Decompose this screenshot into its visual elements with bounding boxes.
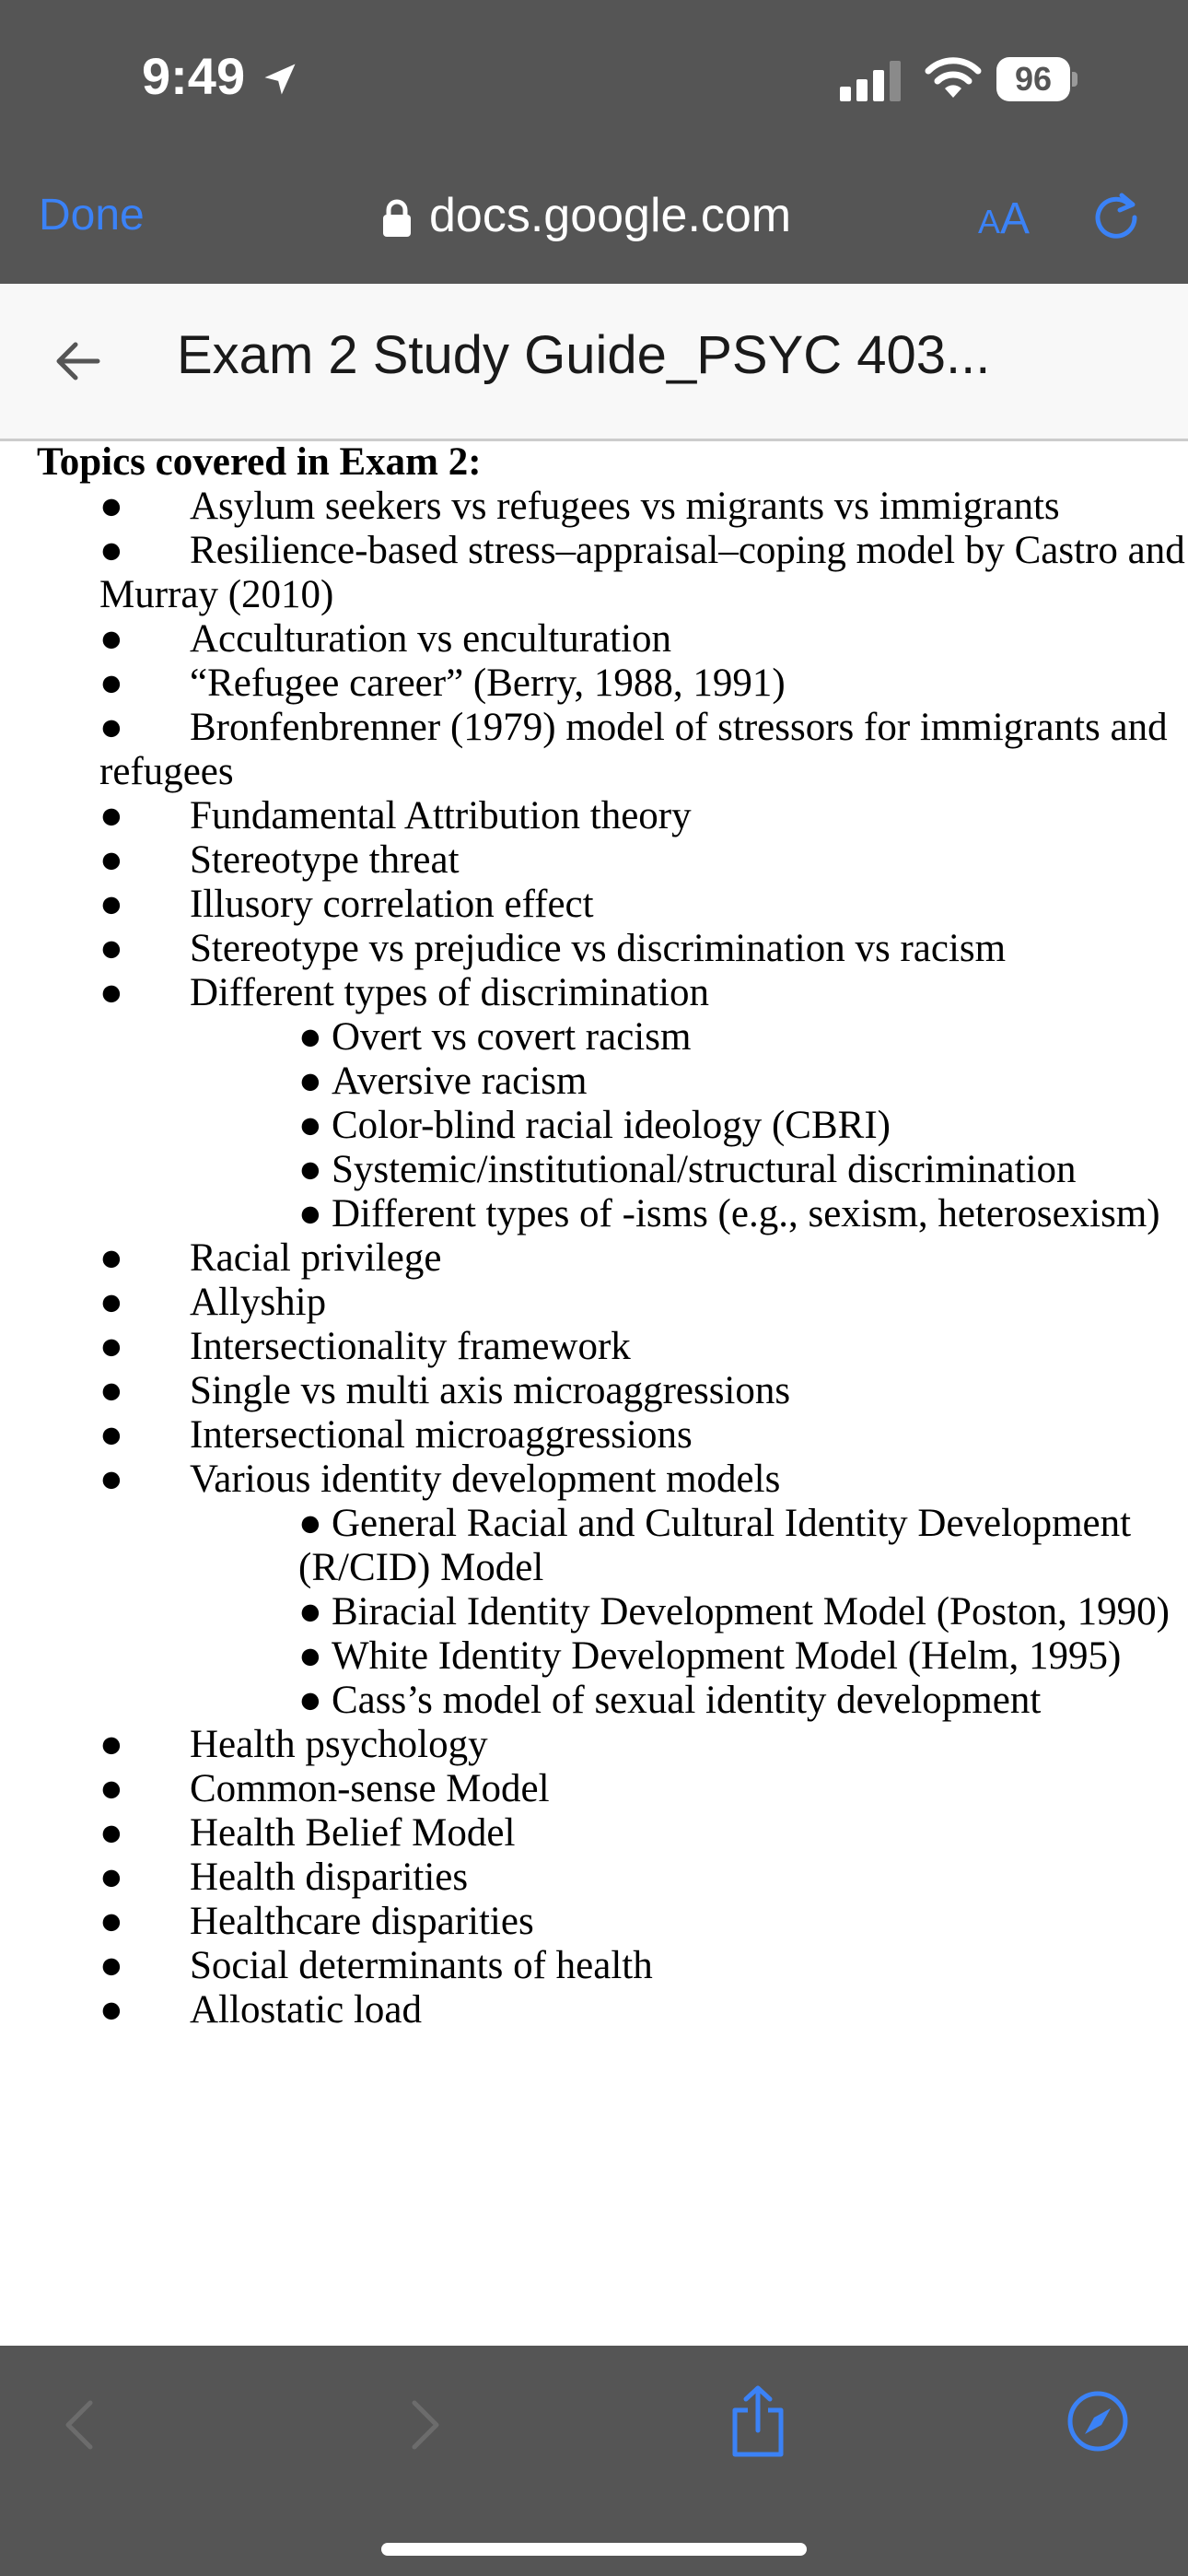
- topic-item: [0, 1458, 1188, 1502]
- bullet-icon: ●: [99, 706, 123, 749]
- topic-text: Single vs multi axis microaggressions: [190, 1369, 791, 1412]
- topic-item: [0, 1767, 1188, 1811]
- bullet-icon: ●: [99, 838, 123, 882]
- bullet-icon: ●: [298, 1148, 322, 1191]
- topic-text: Social determinants of health: [190, 1944, 653, 1987]
- topic-item: [0, 529, 1188, 617]
- topic-item: [0, 1281, 1188, 1325]
- top-chrome: [0, 0, 1188, 284]
- bullet-icon: ●: [99, 1767, 123, 1810]
- topic-item: [0, 1369, 1188, 1413]
- topic-item: [0, 1988, 1188, 2032]
- topic-text: Health disparities: [190, 1856, 469, 1899]
- topic-text: Bronfenbrenner (1979) model of stressors for immigrants and refugees: [99, 706, 1168, 793]
- topic-item: [0, 1944, 1188, 1988]
- subtopic-item: [0, 1104, 1188, 1148]
- topic-item: [0, 794, 1188, 838]
- chevron-right-icon[interactable]: [407, 2397, 444, 2453]
- topic-item: [0, 662, 1188, 706]
- text-size-button[interactable]: [978, 193, 1030, 244]
- topic-text: Overt vs covert racism: [331, 1015, 692, 1059]
- topic-text: White Identity Development Model (Helm, 1995): [331, 1634, 1122, 1678]
- bullet-icon: ●: [99, 794, 123, 837]
- text-size-large-label: A: [1000, 194, 1031, 243]
- bullet-icon: ●: [99, 1325, 123, 1368]
- topic-text: Acculturation vs enculturation: [190, 617, 672, 661]
- bullet-icon: ●: [99, 1281, 123, 1324]
- bullet-icon: ●: [298, 1015, 322, 1059]
- text-size-small-label: A: [978, 203, 1001, 240]
- topic-text: General Racial and Cultural Identity Development (R/CID) Model: [298, 1502, 1132, 1589]
- bullet-icon: ●: [298, 1634, 322, 1678]
- done-button[interactable]: Done: [39, 191, 145, 240]
- topic-text: Color-blind racial ideology (CBRI): [331, 1104, 891, 1147]
- topic-text: Common-sense Model: [190, 1767, 550, 1810]
- bullet-icon: ●: [99, 971, 123, 1014]
- topic-text: “Refugee career” (Berry, 1988, 1991): [190, 662, 786, 705]
- bullet-icon: ●: [298, 1192, 322, 1235]
- doc-header: [0, 284, 1188, 441]
- topic-text: Stereotype vs prejudice vs discrimination vs racism: [190, 927, 1007, 970]
- bullet-icon: ●: [99, 927, 123, 970]
- share-icon[interactable]: [728, 2384, 788, 2458]
- topic-text: Stereotype threat: [190, 838, 460, 882]
- topic-item: [0, 706, 1188, 794]
- bullet-icon: ●: [99, 1723, 123, 1766]
- bullet-icon: ●: [99, 1900, 123, 1943]
- url-label[interactable]: docs.google.com: [429, 189, 792, 242]
- bullet-icon: ●: [99, 529, 123, 572]
- topic-item: [0, 1325, 1188, 1369]
- topic-text: Allyship: [190, 1281, 327, 1324]
- signal-icon: [840, 61, 903, 101]
- topic-text: Different types of discrimination: [190, 971, 710, 1014]
- bullet-icon: ●: [298, 1679, 322, 1722]
- location-arrow-icon: [260, 59, 300, 100]
- subtopic-item: [0, 1060, 1188, 1104]
- topic-text: Healthcare disparities: [190, 1900, 534, 1943]
- battery-level: 96: [1014, 60, 1053, 98]
- topic-item: [0, 838, 1188, 883]
- wifi-icon: [925, 55, 982, 100]
- bullet-icon: ●: [298, 1502, 322, 1545]
- topic-item: [0, 1236, 1188, 1281]
- subtopic-item: [0, 1502, 1188, 1590]
- back-arrow-icon[interactable]: [52, 335, 103, 387]
- topic-item: [0, 971, 1188, 1015]
- chevron-left-icon[interactable]: [61, 2397, 98, 2453]
- topic-text: Intersectionality framework: [190, 1325, 631, 1368]
- topic-item: [0, 1900, 1188, 1944]
- bullet-icon: ●: [99, 485, 123, 528]
- bullet-icon: ●: [99, 1458, 123, 1501]
- bullet-icon: ●: [99, 1988, 123, 2032]
- topic-item: [0, 617, 1188, 662]
- topic-text: Racial privilege: [190, 1236, 442, 1280]
- bottom-toolbar: [0, 2346, 1188, 2576]
- bullet-icon: ●: [298, 1104, 322, 1147]
- topic-text: Various identity development models: [190, 1458, 781, 1501]
- topic-text: Asylum seekers vs refugees vs migrants vs immigrants: [190, 485, 1060, 528]
- bullet-icon: ●: [99, 1369, 123, 1412]
- topic-text: Health Belief Model: [190, 1811, 516, 1855]
- subtopic-item: [0, 1015, 1188, 1060]
- topic-item: [0, 485, 1188, 529]
- topic-text: Biracial Identity Development Model (Poston, 1990): [331, 1590, 1170, 1633]
- topic-list: [0, 485, 1188, 2032]
- bullet-icon: ●: [99, 1413, 123, 1457]
- bullet-icon: ●: [99, 1856, 123, 1899]
- battery-tip: [1072, 72, 1077, 87]
- topic-item: [0, 1413, 1188, 1458]
- bullet-icon: ●: [99, 1811, 123, 1855]
- subtopic-item: [0, 1192, 1188, 1236]
- bullet-icon: ●: [99, 1944, 123, 1987]
- subtopic-item: [0, 1148, 1188, 1192]
- topic-text: Different types of -isms (e.g., sexism, heterosexism): [331, 1192, 1160, 1235]
- reload-icon[interactable]: [1089, 188, 1144, 243]
- topic-item: [0, 883, 1188, 927]
- subtopic-item: [0, 1679, 1188, 1723]
- topic-text: Cass’s model of sexual identity development: [331, 1679, 1042, 1722]
- topic-item: [0, 927, 1188, 971]
- topic-text: Health psychology: [190, 1723, 488, 1766]
- topic-text: Allostatic load: [190, 1988, 422, 2032]
- doc-title: Exam 2 Study Guide_PSYC 403...: [177, 325, 991, 385]
- bullet-icon: ●: [99, 617, 123, 661]
- topic-text: Systemic/institutional/structural discrimination: [331, 1148, 1077, 1191]
- bullet-icon: ●: [99, 662, 123, 705]
- doc-heading: Topics covered in Exam 2:: [37, 440, 482, 484]
- battery-icon: [996, 57, 1077, 101]
- bullet-icon: ●: [99, 1236, 123, 1280]
- subtopic-item: [0, 1634, 1188, 1679]
- topic-text: Aversive racism: [331, 1060, 588, 1103]
- document-body: [0, 440, 1188, 2346]
- topic-item: [0, 1811, 1188, 1856]
- bullet-icon: ●: [298, 1060, 322, 1103]
- topic-item: [0, 1723, 1188, 1767]
- lock-icon: [381, 199, 413, 238]
- topic-text: Resilience-based stress–appraisal–coping model by Castro and Murray (2010): [99, 529, 1185, 616]
- bullet-icon: ●: [298, 1590, 322, 1633]
- topic-text: Illusory correlation effect: [190, 883, 594, 926]
- subtopic-item: [0, 1590, 1188, 1634]
- topic-text: Intersectional microaggressions: [190, 1413, 693, 1457]
- compass-icon[interactable]: [1066, 2390, 1129, 2453]
- status-time: 9:49: [142, 47, 246, 105]
- topic-text: Fundamental Attribution theory: [190, 794, 692, 837]
- bullet-icon: ●: [99, 883, 123, 926]
- home-indicator[interactable]: [381, 2543, 807, 2556]
- topic-item: [0, 1856, 1188, 1900]
